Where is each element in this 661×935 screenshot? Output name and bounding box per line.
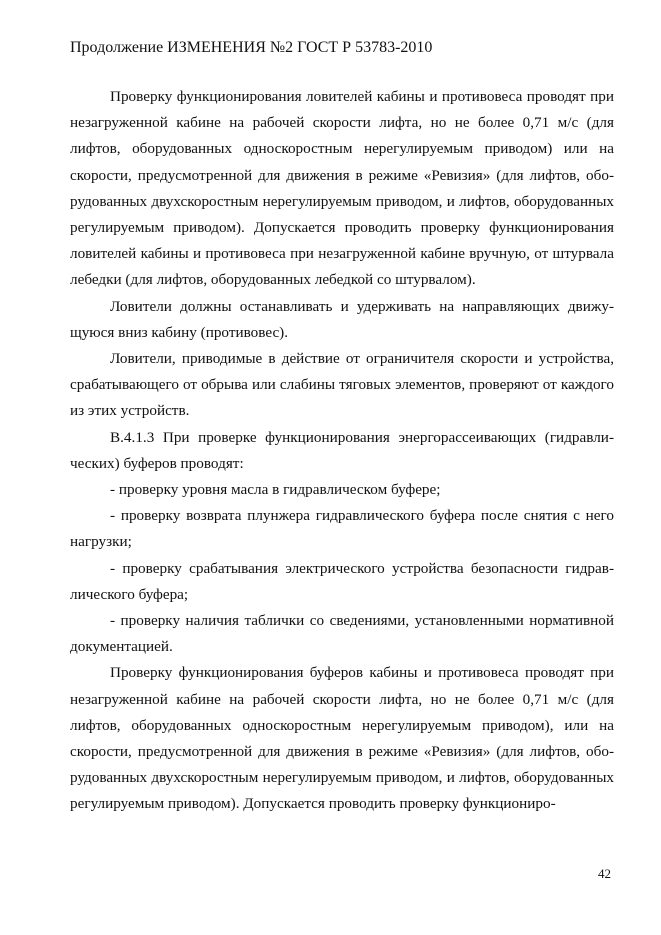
list-item-oil-level: - проверку уровня масла в гидравлическом буфере; — [110, 481, 441, 499]
paragraph-safety-gear-devices: Ловители, приводимые в действие от ограничителя скорости и устройства, срабатывающего от обрыва или слабины тяговых элементов, проверяют от каждого из этих устройств. — [70, 350, 614, 420]
document-body — [70, 84, 614, 818]
paragraph-buffers-intro: В.4.1.3 При проверке функционирования энергорассеивающих (гидравлических) буферов проводят: — [70, 428, 614, 472]
list-item-info-plate: - проверку наличия таблички со сведениями, установленными нормативной документацией. — [70, 612, 614, 656]
paragraph-safety-gear-hold: Ловители должны останавливать и удерживать на направляющих движущуюся вниз кабину (противовес). — [70, 297, 614, 341]
list-item-electric-safety-device: - проверку срабатывания электрического устройства безопасности гидравлического буфера; — [70, 559, 614, 603]
paragraph-buffers-check: Проверку функционирования буферов кабины и противовеса проводят при незагруженной кабине на рабочей скорости лифта, но не более 0,71 м/с (для лифтов, оборудованных односкоростным нерегулируемым приводом), или на скорости, предусмотренной для движения в режиме «Ревизия» (для лифтов, оборудованных двухскоростным нерегулируемым приводом, и лифтов, оборудованных регулируемым приводом). Допускается проводить проверку функциониро- — [70, 664, 614, 813]
list-item-plunger-return: - проверку возврата плунжера гидравлического буфера после снятия с него нагрузки; — [70, 507, 614, 551]
running-header: Продолжение ИЗМЕНЕНИЯ №2 ГОСТ Р 53783-2010 — [70, 39, 433, 56]
page-number: 42 — [598, 866, 611, 881]
paragraph-safety-gear-check: Проверку функционирования ловителей кабины и противовеса проводят при незагруженной кабине на рабочей скорости лифта, но не более 0,71 м/с (для лифтов, оборудованных односкоростным нерегулируемым приводом) или на скорости, предусмотренной для движения в режиме «Ревизия» (для лифтов, оборудованных двухскоростным нерегулируемым приводом, и лифтов, оборудованных регулируемым приводом). Допускается проводить проверку функционирования ловителей кабины и противовеса при незагруженной кабине вручную, от штурвала лебедки (для лифтов, оборудованных лебедкой со штурвалом). — [70, 88, 614, 289]
